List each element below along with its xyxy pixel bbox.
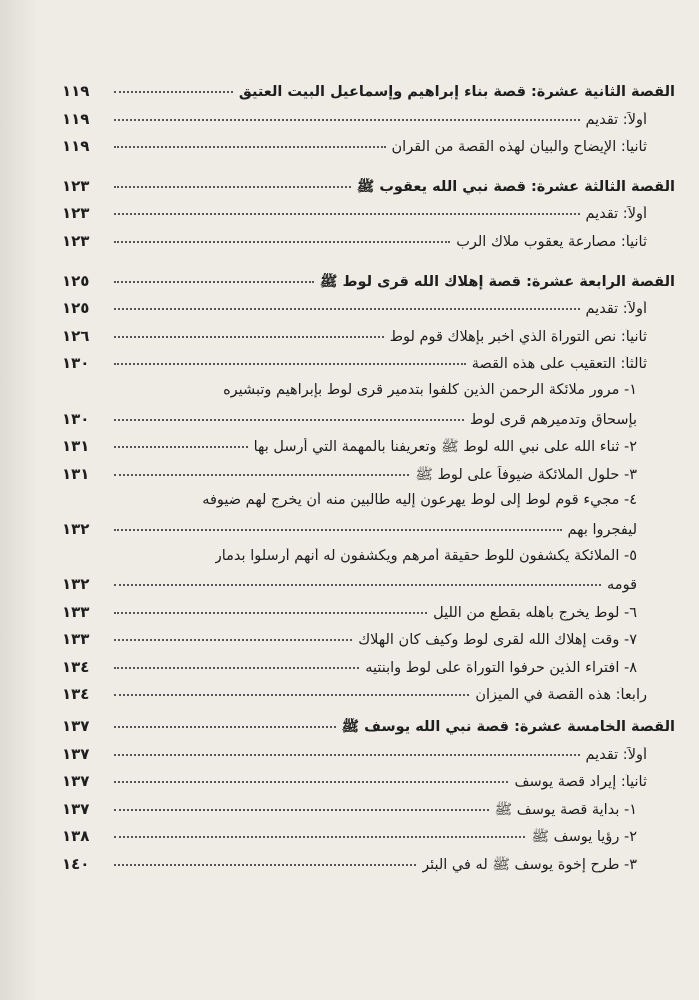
- entry-page-number: ١٣٢: [62, 519, 90, 538]
- entry-page-number: ١١٩: [62, 109, 90, 128]
- dot-leader: [114, 612, 427, 614]
- entry-page-number: ١٣٤: [62, 657, 90, 676]
- toc-entry: [62, 82, 675, 110]
- entry-page-number: ١٣٨: [62, 827, 90, 846]
- entry-title: أولاً: تقديم: [585, 111, 647, 128]
- dot-leader: [114, 726, 336, 728]
- entry-page-number: ١٢٥: [62, 299, 90, 318]
- entry-page-number: ١٢٥: [62, 271, 90, 290]
- toc-entry: [62, 548, 675, 576]
- entry-page-number: ١٢٣: [62, 204, 90, 223]
- entry-page-number: ١٣٤: [62, 685, 90, 704]
- entry-title: القصة الرابعة عشرة: قصة إهلاك الله قرى لوط ﷺ: [319, 273, 675, 290]
- toc-entry: [62, 354, 675, 382]
- toc-entry: [62, 177, 675, 205]
- entry-title: ٣- طرح إخوة يوسف ﷺ له في البئر: [422, 857, 637, 874]
- toc-entry: [62, 685, 675, 713]
- entry-page-number: ١٣٧: [62, 772, 90, 791]
- toc-entry: [62, 745, 675, 773]
- dot-leader: [114, 146, 386, 148]
- entry-page-number: ١٤٠: [62, 855, 90, 874]
- entry-title: ثانياً: مصارعة يعقوب ملاك الرب: [456, 233, 647, 250]
- entry-title: ثانياً: نص التوراة الذي أخبر بإهلاك قوم لوط: [389, 328, 647, 345]
- entry-title: القصة الثالثة عشرة: قصة نبي الله يعقوب ﷺ: [356, 178, 675, 195]
- dot-leader: [114, 584, 601, 586]
- entry-page-number: ١٣٣: [62, 630, 90, 649]
- entry-page-number: ١٣٠: [62, 409, 90, 428]
- entry-title: ٢- رؤيا يوسف ﷺ: [531, 829, 637, 846]
- toc-entry: [62, 520, 675, 548]
- dot-leader: [114, 119, 580, 121]
- dot-leader: [114, 781, 508, 783]
- toc-entry: [62, 492, 675, 520]
- toc-entry: [62, 603, 675, 631]
- dot-leader: [114, 474, 409, 476]
- dot-leader: [114, 864, 416, 866]
- dot-leader: [114, 754, 580, 756]
- entry-title: ٧- وقت إهلاك الله لقرى لوط وكيف كان الهلاك: [358, 632, 637, 649]
- entry-title: ليفجروا بهم: [567, 521, 637, 538]
- entry-title: أولاً: تقديم: [585, 746, 647, 763]
- toc-entry: [62, 717, 675, 745]
- dot-leader: [114, 336, 384, 338]
- entry-title: ٢- ثناء الله على نبي الله لوط ﷺ وتعريفنا بالمهمة التي أرسل بها: [253, 439, 637, 456]
- entry-title: بإسحاق وتدميرهم قرى لوط: [469, 411, 637, 428]
- dot-leader: [114, 639, 352, 641]
- entry-title: أولاً: تقديم: [585, 301, 647, 318]
- entry-title: القصة الخامسة عشرة: قصة نبي الله يوسف ﷺ: [341, 719, 675, 736]
- entry-title: رابعاً: هذه القصة في الميزان: [475, 687, 647, 704]
- entry-title: ١- مرور ملائكة الرحمن الذين كلفوا بتدمير قرى لوط بإبراهيم وتبشيره: [223, 381, 637, 398]
- dot-leader: [114, 694, 469, 696]
- dot-leader: [114, 419, 464, 421]
- toc-entry: [62, 137, 675, 165]
- toc-entry: [62, 327, 675, 355]
- dot-leader: [114, 308, 580, 310]
- dot-leader: [114, 667, 359, 669]
- entry-title: ٥- الملائكة يكشفون للوط حقيقة أمرهم ويكشفون له أنهم أرسلوا بدمار: [214, 547, 637, 564]
- entry-title: ٣- حلول الملائكة ضيوفاً على لوط ﷺ: [415, 466, 637, 483]
- entry-page-number: ١٣٧: [62, 799, 90, 818]
- entry-title: ٨- افتراء الذين حرفوا التوراة على لوط وابنتيه: [365, 659, 637, 676]
- dot-leader: [114, 809, 489, 811]
- toc-entry: [62, 437, 675, 465]
- toc-entry: [62, 772, 675, 800]
- entry-title: ١- بداية قصة يوسف ﷺ: [494, 801, 637, 818]
- dot-leader: [114, 91, 233, 93]
- toc-entry: [62, 630, 675, 658]
- toc-entry: [62, 272, 675, 300]
- table-of-contents: [62, 82, 675, 883]
- entry-page-number: ١١٩: [62, 137, 90, 156]
- entry-title: ٦- لوط يخرج بأهله بقطع من الليل: [433, 604, 637, 621]
- entry-page-number: ١٣٣: [62, 602, 90, 621]
- entry-page-number: ١٢٣: [62, 176, 90, 195]
- toc-entry: [62, 382, 675, 410]
- dot-leader: [114, 281, 314, 283]
- entry-page-number: ١٣٢: [62, 575, 90, 594]
- entry-page-number: ١٣٠: [62, 354, 90, 373]
- toc-entry: [62, 827, 675, 855]
- toc-entry: [62, 855, 675, 883]
- toc-entry: [62, 465, 675, 493]
- entry-title: قومه: [607, 577, 637, 594]
- entry-title: ثانياً: إيراد قصة يوسف: [514, 774, 647, 791]
- toc-entry: [62, 575, 675, 603]
- entry-page-number: ١٣١: [62, 437, 90, 456]
- entry-title: ٤- مجيء قوم لوط إلى لوط يهرعون إليه طالبين منه أن يخرج لهم ضيوفه: [202, 492, 637, 509]
- entry-page-number: ١٣٧: [62, 744, 90, 763]
- toc-entry: [62, 110, 675, 138]
- dot-leader: [114, 446, 248, 448]
- toc-entry: [62, 800, 675, 828]
- toc-entry: [62, 658, 675, 686]
- dot-leader: [114, 836, 525, 838]
- entry-page-number: ١٣١: [62, 464, 90, 483]
- toc-entry: [62, 232, 675, 260]
- toc-entry: [62, 299, 675, 327]
- dot-leader: [114, 186, 351, 188]
- toc-entry: [62, 204, 675, 232]
- dot-leader: [114, 363, 466, 365]
- entry-page-number: ١٢٦: [62, 326, 90, 345]
- entry-title: ثانياً: الإيضاح والبيان لهذه القصة من القرآن: [391, 139, 647, 156]
- dot-leader: [114, 213, 580, 215]
- dot-leader: [114, 529, 562, 531]
- dot-leader: [114, 241, 450, 243]
- entry-page-number: ١٢٣: [62, 231, 90, 250]
- entry-title: أولاً: تقديم: [585, 206, 647, 223]
- entry-page-number: ١١٩: [62, 82, 90, 100]
- entry-title: ثالثاً: التعقيب على هذه القصة: [471, 356, 647, 373]
- entry-page-number: ١٣٧: [62, 717, 90, 736]
- toc-entry: [62, 410, 675, 438]
- entry-title: القصة الثانية عشرة: قصة بناء إبراهيم وإسماعيل البيت العتيق: [238, 84, 675, 100]
